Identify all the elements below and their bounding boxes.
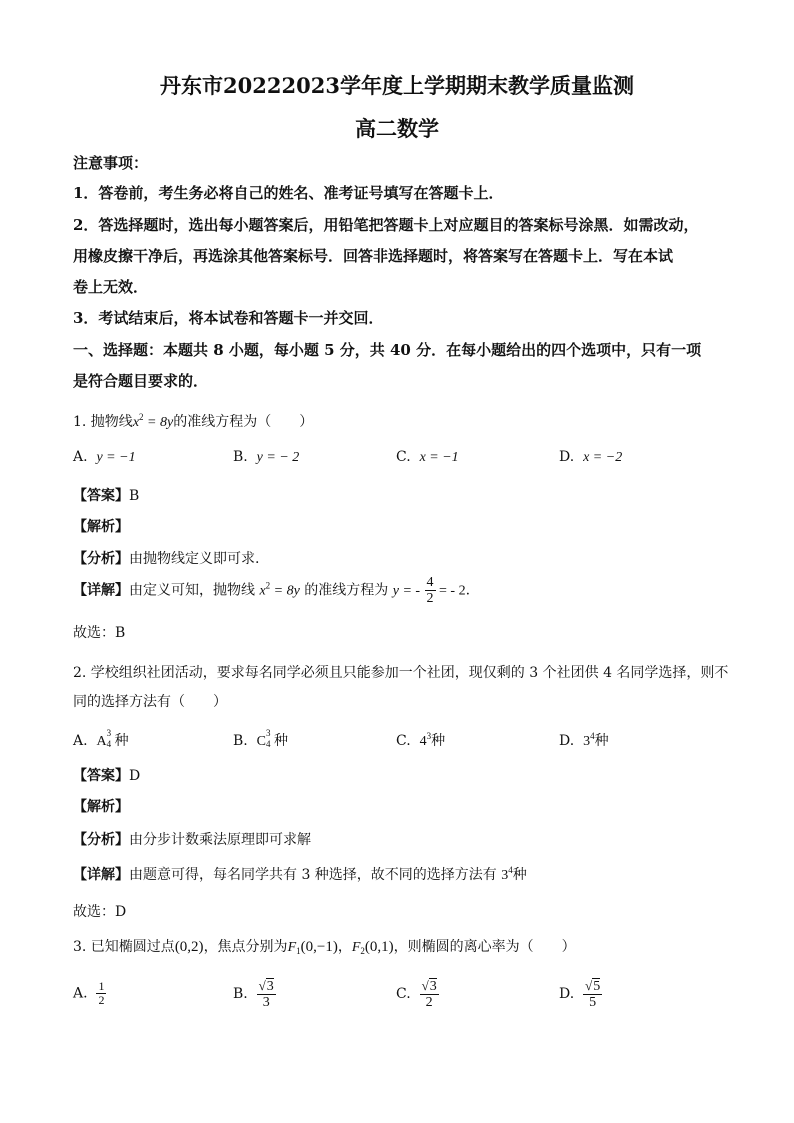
option-c-fraction (420, 978, 439, 1010)
option-b-label: B. (233, 986, 248, 1002)
option-c-unit: 种 (431, 733, 446, 749)
question-2-stem-line-1: 2. 学校组织社团活动，要求每名同学必须且只能参加一个社团，现仅剩的 3 个社团供 4 名同学选择，则不 (73, 665, 729, 681)
answer-tag: 【答案】 (73, 488, 129, 504)
option-b-sub: 4 (266, 739, 271, 749)
question-1-eq-exp: 2 (139, 412, 144, 422)
option-c-label: C. (396, 733, 411, 749)
question-1-choose: 故选：B (73, 625, 126, 641)
option-c-radicand: 3 (429, 979, 437, 994)
detail-unit: 种 (512, 867, 527, 883)
question-2-option-b (233, 730, 288, 750)
radical-sign: √ (585, 978, 593, 993)
option-a-label: A. (73, 449, 88, 465)
notice-item-2-line-2: 用橡皮擦干净后，再选涂其他答案标号．回答非选择题时，将答案写在答题卡上．写在本试 (73, 247, 674, 265)
question-1-answer (73, 485, 139, 505)
question-3-option-a (73, 980, 106, 1007)
question-3-f1-point: (0,−1) (300, 939, 338, 955)
section-heading-line-1: 一、选择题：本题共 8 小题，每小题 5 分，共 40 分．在每小题给出的四个选项中，只有一项 (73, 341, 702, 359)
question-1-option-b (233, 449, 299, 466)
question-2-detail (73, 864, 527, 884)
detail-base: 3 (501, 868, 509, 883)
option-d-label: D. (559, 733, 575, 749)
option-d-unit: 种 (594, 733, 609, 749)
option-b-label: B. (233, 449, 248, 465)
fraction-numerator: 4 (426, 575, 434, 590)
question-1-option-a (73, 449, 136, 466)
question-3-f2-sub: 2 (360, 946, 365, 956)
question-3-point: (0,2) (174, 939, 204, 955)
option-d-value: x = −2 (583, 450, 623, 465)
question-1-suffix: 的准线方程为（ ） (173, 414, 314, 430)
question-2-analysis-tag: 【解析】 (73, 799, 129, 815)
question-2-option-c (396, 730, 445, 750)
notice-item-2-line-1: 2．答选择题时，选出每小题答案后，用铅笔把答题卡上对应题目的答案标号涂黑．如需改动， (73, 216, 699, 234)
option-c-sup: 3 (426, 731, 432, 741)
option-b-value: y = − 2 (256, 450, 300, 465)
question-1-fenxi (73, 548, 259, 568)
question-1-option-d (559, 449, 622, 466)
notice-item-1: 1．答卷前，考生务必将自己的姓名、准考证号填写在答题卡上． (73, 184, 504, 202)
option-b-indices (266, 728, 274, 749)
option-c-label: C. (396, 449, 411, 465)
answer-value: B (129, 488, 140, 504)
question-3-suffix: ，则椭圆的离心率为（ ） (393, 939, 576, 955)
option-a-numerator: 1 (98, 979, 105, 993)
option-c-denominator: 2 (425, 995, 433, 1010)
exam-subtitle: 高二数学 (355, 116, 439, 141)
question-1-eq-left: x (132, 415, 140, 430)
question-3-f1: F (287, 940, 297, 955)
option-a-sub: 4 (106, 739, 112, 749)
option-a-unit: 种 (114, 733, 129, 749)
question-3-mid: ，焦点分别为 (203, 939, 288, 955)
answer-tag: 【答案】 (73, 768, 129, 784)
option-d-sup: 4 (590, 731, 595, 741)
option-a-value: y = −1 (96, 450, 136, 465)
question-2-stem-line-2: 同的选择方法有（ ） (73, 694, 227, 710)
question-1-detail (73, 575, 470, 606)
option-a-fraction (96, 980, 106, 1007)
option-d-denominator: 5 (589, 995, 597, 1010)
option-d-base: 3 (583, 734, 591, 749)
question-3-f2-point: (0,1) (364, 939, 394, 955)
option-b-label: B. (233, 733, 248, 749)
option-c-value: x = −1 (419, 450, 459, 465)
detail-prefix: 由题意可得，每名同学共有 3 种选择，故不同的选择方法有 (129, 867, 502, 883)
question-2-option-a (73, 730, 129, 750)
option-b-denominator: 3 (262, 995, 270, 1010)
option-b-unit: 种 (274, 733, 288, 749)
detail-eq: x (259, 583, 266, 599)
notice-heading: 注意事项： (73, 154, 149, 172)
radical-sign: √ (258, 978, 266, 993)
option-c-base: 4 (419, 734, 427, 749)
detail-exp: 2 (265, 580, 271, 591)
detail-tag: 【详解】 (73, 867, 129, 883)
question-3-prefix: 3. 已知椭圆过点 (73, 939, 175, 955)
option-a-label: A. (73, 733, 88, 749)
option-a-denominator: 2 (98, 993, 105, 1007)
fenxi-tag: 【分析】 (73, 551, 129, 567)
question-1-stem (73, 411, 313, 431)
notice-item-3: 3．考试结束后，将本试卷和答题卡一并交回． (73, 309, 384, 327)
detail-sup: 4 (508, 865, 513, 875)
detail-fraction (425, 575, 436, 606)
fenxi-text: 由分步计数乘法原理即可求解 (129, 832, 311, 848)
question-2-option-d (559, 730, 609, 750)
question-1-eq-right: = 8y (143, 415, 174, 430)
option-a-indices (106, 728, 115, 749)
option-a-label: A. (73, 985, 88, 1002)
answer-value: D (129, 768, 141, 784)
option-a-sup: 3 (106, 728, 112, 738)
question-2-answer (73, 765, 140, 785)
question-2-choose: 故选：D (73, 904, 127, 920)
question-3-f2: F (351, 940, 361, 955)
option-d-numerator (583, 978, 602, 995)
detail-mid: 的准线方程为 (299, 582, 393, 599)
option-b-base: C (256, 734, 266, 749)
option-b-fraction (257, 978, 276, 1010)
question-3-option-b (233, 978, 276, 1010)
option-b-radicand: 3 (266, 979, 274, 994)
section-heading-line-2: 是符合题目要求的． (73, 372, 209, 390)
detail-eq2: = 8y (270, 583, 300, 599)
question-1-analysis-tag: 【解析】 (73, 519, 129, 535)
option-d-label: D. (559, 986, 575, 1002)
option-c-label: C. (396, 986, 411, 1002)
question-3-stem (73, 936, 576, 956)
detail-tag: 【详解】 (73, 582, 129, 599)
notice-item-2-line-3: 卷上无效． (73, 278, 149, 296)
option-a-base: A (96, 734, 107, 749)
option-c-numerator (420, 978, 439, 995)
exam-title: 丹东市20222023学年度上学期期末教学质量监测 (160, 73, 634, 98)
fraction-denominator: 2 (426, 591, 434, 606)
question-3-option-d (559, 978, 602, 1010)
question-3-comma: ， (337, 939, 352, 955)
question-3-f1-sub: 1 (296, 946, 301, 956)
question-3-option-c (396, 978, 439, 1010)
option-d-fraction (583, 978, 602, 1010)
option-b-numerator (257, 978, 276, 995)
option-b-sup: 3 (266, 728, 271, 738)
question-1-option-c (396, 449, 459, 466)
detail-prefix: 由定义可知，抛物线 (129, 582, 260, 599)
detail-dot: . (465, 582, 471, 599)
fenxi-text: 由抛物线定义即可求. (129, 551, 260, 567)
question-1-prefix: 1. 抛物线 (73, 414, 133, 430)
fenxi-tag: 【分析】 (73, 832, 129, 848)
detail-end: = - 2 (435, 583, 466, 599)
option-d-radicand: 5 (593, 979, 601, 994)
question-2-fenxi (73, 829, 311, 849)
detail-y: y = - (392, 583, 421, 599)
option-d-label: D. (559, 449, 575, 465)
radical-sign: √ (421, 978, 429, 993)
